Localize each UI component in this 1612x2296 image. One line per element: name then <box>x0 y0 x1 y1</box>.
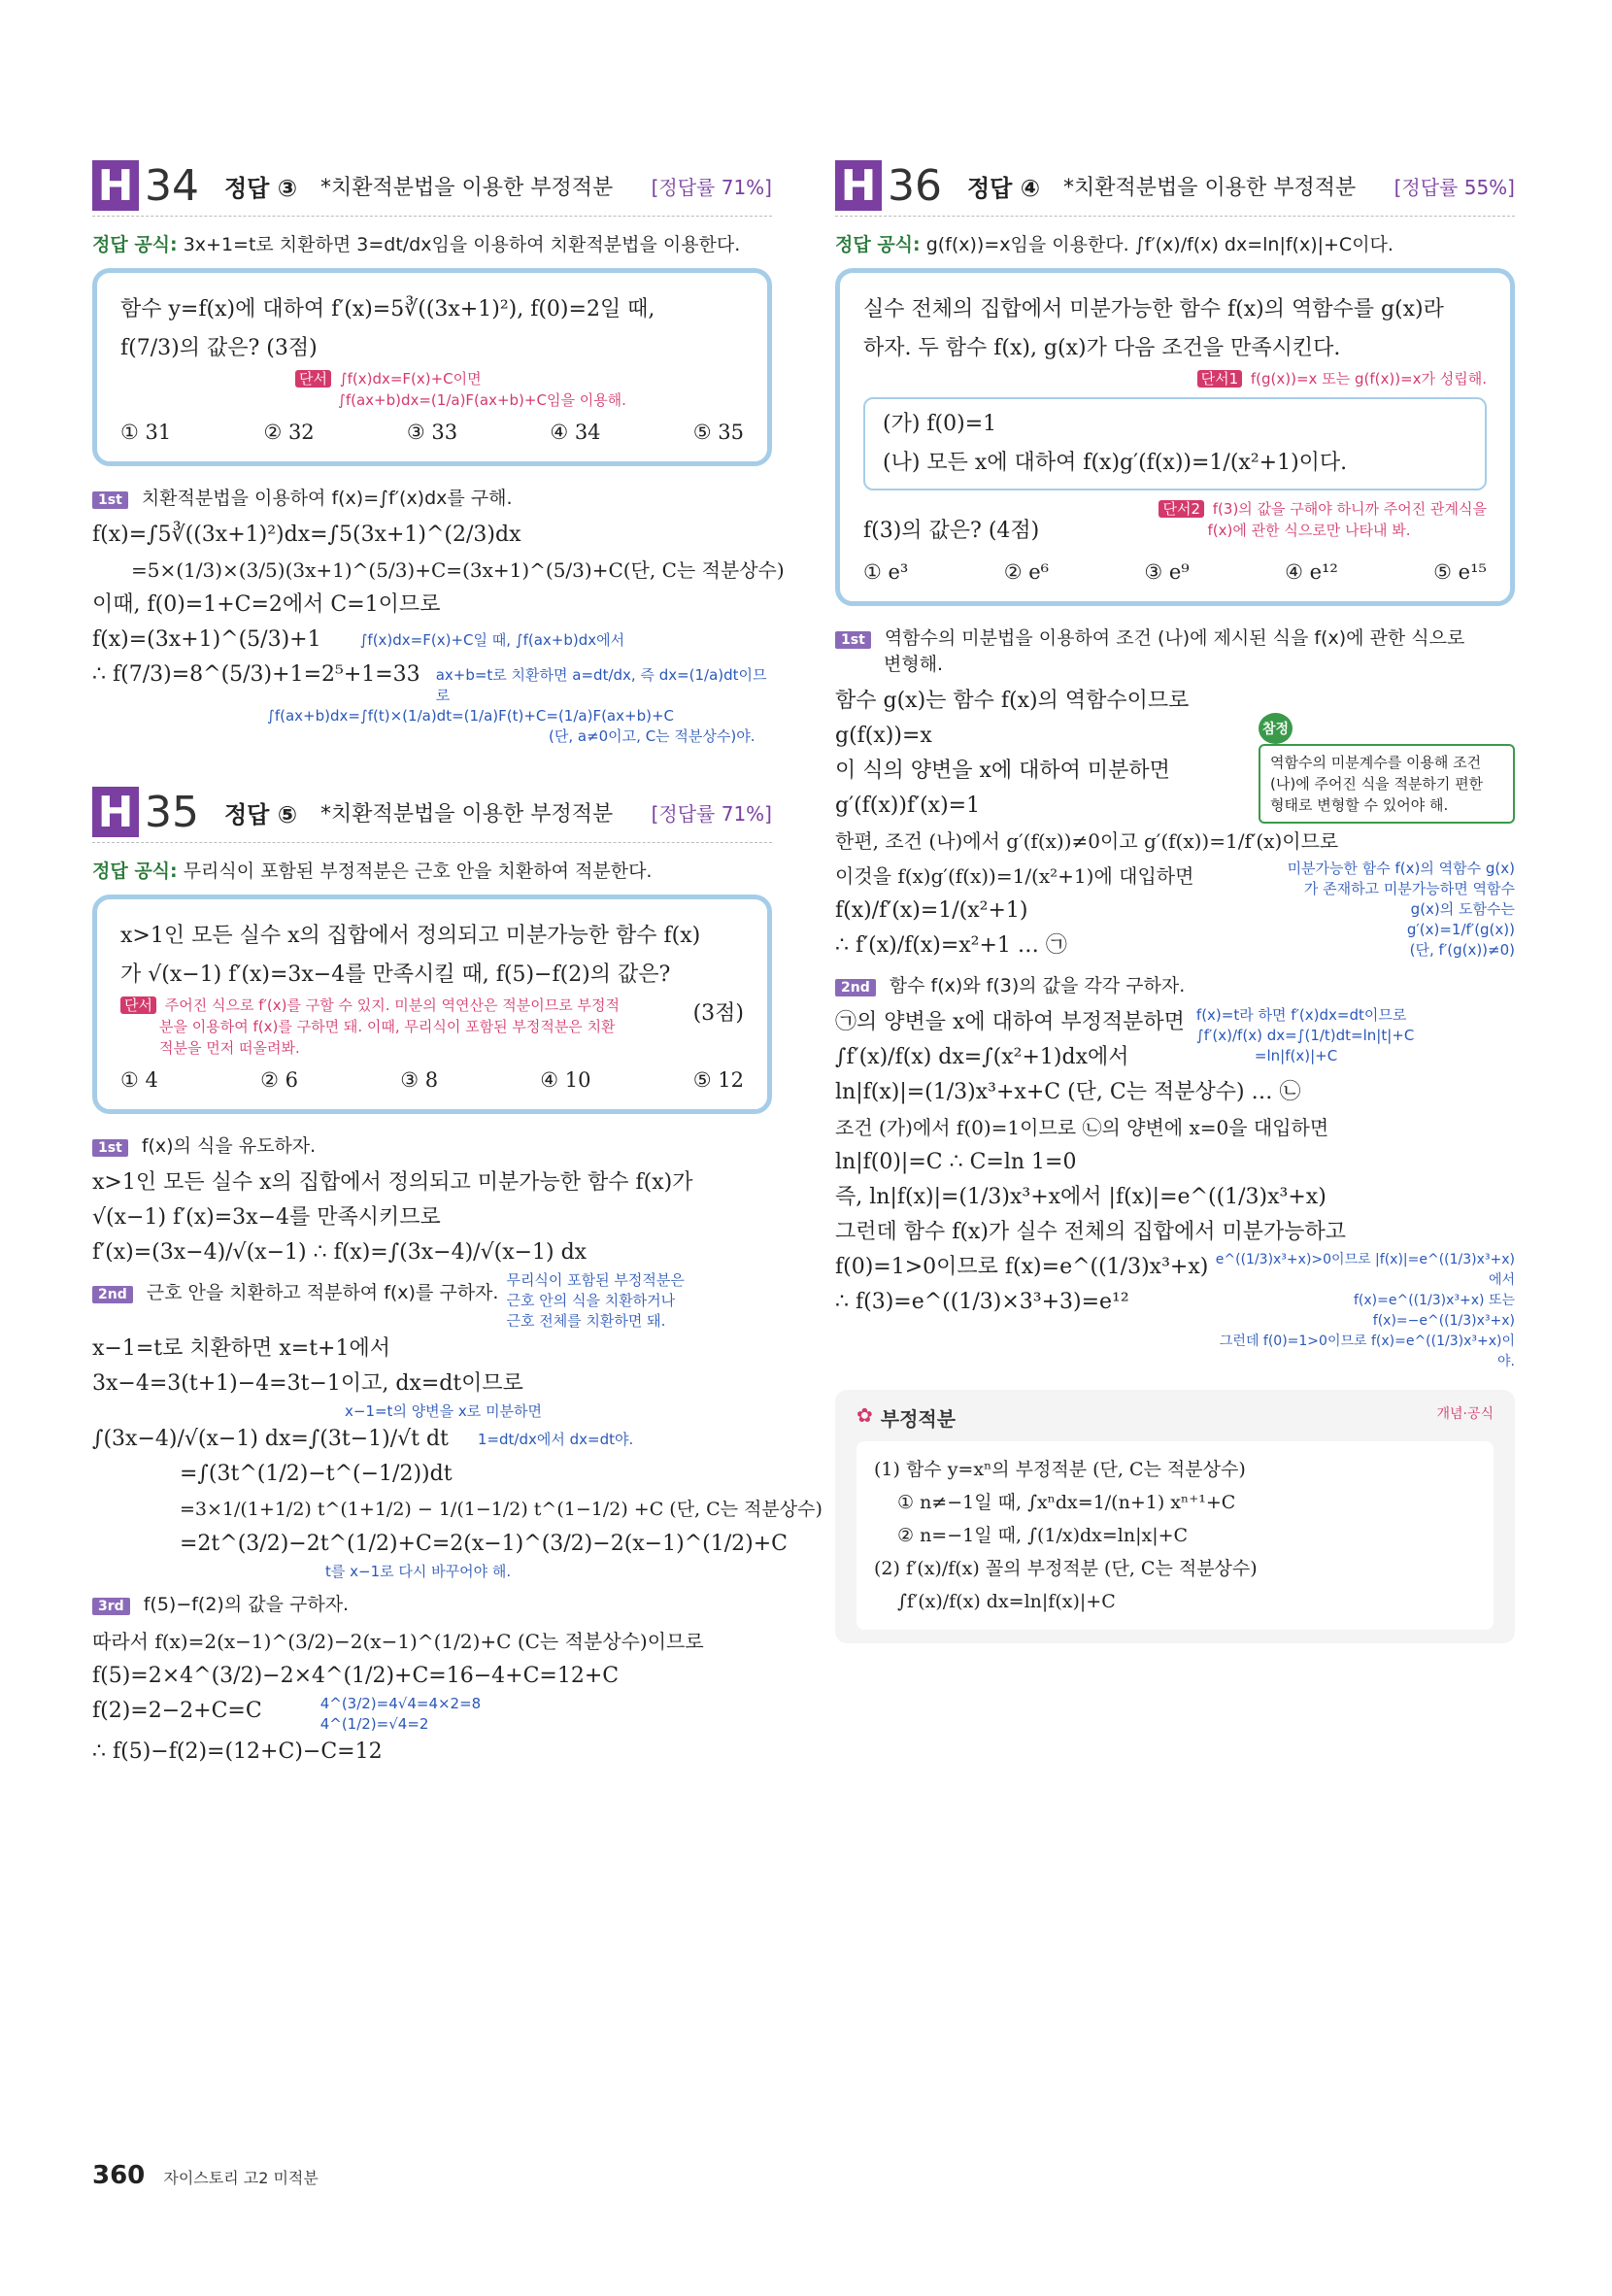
solution-line: f(x)=(3x+1)^(5/3)+1 <box>92 627 321 652</box>
condition-a: (가) f(0)=1 <box>883 412 997 436</box>
concept-line: (1) 함수 y=xⁿ의 부정적분 (단, C는 적분상수) <box>874 1459 1246 1480</box>
solution-row <box>835 1005 1515 1075</box>
side-note: (단, a≠0이고, C는 적분상수)야. <box>549 727 756 745</box>
step-text: 치환적분법을 이용하여 f(x)=∫f′(x)dx를 구해. <box>141 488 513 509</box>
choice-1[interactable]: ① e³ <box>863 560 909 584</box>
solution-line: ∴ f(5)−f(2)=(12+C)−C=12 <box>92 1739 383 1764</box>
hint <box>295 368 744 389</box>
concept-title: 부정적분 <box>880 1407 957 1431</box>
hint-tag: 단서2 <box>1159 500 1204 518</box>
side-note: 무리식이 포함된 부정적분은 <box>506 1271 685 1289</box>
concept-tag: 개념·공식 <box>1436 1406 1494 1422</box>
tip-text: 형태로 변형할 수 있어야 해. <box>1270 796 1449 814</box>
solution-row <box>92 658 772 706</box>
hint <box>863 368 1487 389</box>
answer-label: 정답 ⑤ <box>224 800 298 828</box>
choice-1[interactable]: ① 31 <box>120 421 172 444</box>
concept-line: (2) f′(x)/f(x) 꼴의 부정적분 (단, C는 적분상수) <box>874 1558 1258 1579</box>
step-tag: 1st <box>92 1139 128 1157</box>
tip-box <box>1259 744 1515 824</box>
answer-label: 정답 ③ <box>224 174 298 202</box>
flower-icon: ✿ <box>856 1403 873 1427</box>
page-number: 360 <box>92 2161 146 2190</box>
tip-text: 역함수의 미분계수를 이용해 조건 <box>1270 754 1482 771</box>
choice-3-correct[interactable]: ③ 33 <box>406 421 458 444</box>
side-note: 미분가능한 함수 f(x)의 역함수 g(x) <box>1287 860 1515 877</box>
solution-line: f(2)=2−2+C=C <box>92 1699 262 1723</box>
solution-line: 따라서 f(x)=2(x−1)^(3/2)−2(x−1)^(1/2)+C (C는 적분상수)이므로 <box>92 1630 704 1653</box>
choice-2[interactable]: ② e⁶ <box>1003 560 1050 584</box>
side-note: x−1=t의 양변을 x로 미분하면 <box>345 1402 543 1420</box>
step-1st <box>835 624 1515 676</box>
side-note: 그런데 f(0)=1>0이므로 f(x)=e^((1/3)x³+x)이야. <box>1219 1334 1515 1369</box>
solution-line: √(x−1) f′(x)=3x−4를 만족시키므로 <box>92 1205 441 1230</box>
hint-text: f(g(x))=x 또는 g(f(x))=x가 성립해. <box>1250 370 1487 388</box>
choice-2[interactable]: ② 32 <box>263 421 315 444</box>
solution-line: 한편, 조건 (나)에서 g′(f(x))≠0이고 g′(f(x))=1/f′(x)이므로 <box>835 829 1339 853</box>
step-text: 역함수의 미분법을 이용하여 조건 (나)에 제시된 식을 f(x)에 관한 식으로 <box>884 627 1465 649</box>
side-note: 근호 안의 식을 치환하거나 <box>506 1292 676 1309</box>
problem-number: 35 <box>145 787 199 837</box>
accuracy-rate: [정답률 55%] <box>1394 175 1515 199</box>
solution-line: 이때, f(0)=1+C=2에서 C=1이므로 <box>92 592 441 617</box>
step-tag: 2nd <box>835 979 876 996</box>
hint-text: 주어진 식으로 f′(x)를 구할 수 있지. 미분의 역연산은 적분이므로 부정적 <box>164 996 620 1014</box>
answer-formula <box>835 230 1515 256</box>
topic-label: *치환적분법을 이용한 부정적분 <box>1063 175 1357 200</box>
side-note: (단, f′(g(x))≠0) <box>1409 941 1515 959</box>
left-column <box>92 155 823 1770</box>
concept-box <box>835 1390 1515 1643</box>
solution-line: f(x)/f′(x)=1/(x²+1) <box>835 898 1028 923</box>
choice-4[interactable]: ④ 10 <box>540 1068 591 1092</box>
hint-tag: 단서1 <box>1197 370 1243 388</box>
side-note: 4^(1/2)=√4=2 <box>319 1715 429 1733</box>
answer-label: 정답 ④ <box>967 174 1041 202</box>
solution-line: 3x−4=3(t+1)−4=3t−1이고, dx=dt이므로 <box>92 1371 523 1396</box>
choice-3[interactable]: ③ e⁹ <box>1144 560 1190 584</box>
h34-header <box>92 155 772 217</box>
solution-line: =5×(1/3)×(3/5)(3x+1)^(5/3)+C=(3x+1)^(5/3)+C(단, C는 적분상수) <box>131 558 785 582</box>
topic-label: *치환적분법을 이용한 부정적분 <box>320 801 614 827</box>
choice-5-correct[interactable]: ⑤ 12 <box>692 1068 744 1092</box>
hint-row <box>120 995 744 1059</box>
solution-row <box>835 684 1515 824</box>
choice-5[interactable]: ⑤ 35 <box>692 421 744 444</box>
hint-block <box>120 995 620 1059</box>
hint-text: f(3)의 값을 구해야 하니까 주어진 관계식을 <box>1212 500 1487 518</box>
concept-header <box>856 1403 1494 1432</box>
choice-2[interactable]: ② 6 <box>260 1068 298 1092</box>
problem-number: 36 <box>888 160 942 211</box>
solution-row <box>92 623 772 658</box>
formula-label: 정답 공식: <box>92 234 178 255</box>
choice-4[interactable]: ④ 34 <box>550 421 601 444</box>
solution-line: =∫(3t^(1/2)−t^(−1/2))dt <box>180 1462 453 1486</box>
solution-line: g′(f(x))f′(x)=1 <box>835 793 981 818</box>
answer-formula <box>92 230 772 256</box>
solution-line: ∴ f(3)=e^((1/3)×3³+3)=e¹² <box>835 1290 1129 1314</box>
solution-line: x−1=t로 치환하면 x=t+1에서 <box>92 1336 390 1361</box>
solution-block <box>835 684 1189 824</box>
solution-line: =3×1/(1+1/2) t^(1+1/2) − 1/(1−1/2) t^(1−1/2) +C (단, C는 적분상수) <box>180 1499 823 1520</box>
solution-line: 조건 (가)에서 f(0)=1이므로 ㉡의 양변에 x=0을 대입하면 <box>835 1116 1329 1139</box>
choice-4-correct[interactable]: ④ e¹² <box>1285 560 1338 584</box>
step-text: 함수 f(x)와 f(3)의 값을 각각 구하자. <box>889 975 1186 996</box>
book-title: 자이스토리 고2 미적분 <box>163 2169 319 2187</box>
step-text: f(x)의 식을 유도하자. <box>141 1135 317 1157</box>
score: (3점) <box>692 1001 744 1026</box>
step-1st <box>92 484 772 510</box>
side-note: ax+b=t로 치환하면 a=dt/dx, 즉 dx=(1/a)dt이므로 <box>435 666 767 704</box>
accuracy-rate: [정답률 71%] <box>651 175 772 199</box>
hint-text: ∫f(ax+b)dx=(1/a)F(ax+b)+C임을 이용해. <box>338 391 626 409</box>
tip-text: (나)에 주어진 식을 적분하기 편한 <box>1270 775 1484 793</box>
side-note: 근호 전체를 치환하면 돼. <box>506 1312 666 1330</box>
note-block <box>320 1694 482 1735</box>
step-tag: 2nd <box>92 1286 133 1303</box>
solution-line: x>1인 모든 실수 x의 집합에서 정의되고 미분가능한 함수 f(x)가 <box>92 1170 693 1195</box>
solution-line: ln|f(x)|=(1/3)x³+x+C (단, C는 적분상수) … ㉡ <box>835 1080 1301 1104</box>
solution-line: ∴ f(7/3)=8^(5/3)+1=2⁵+1=33 <box>92 662 420 687</box>
side-note: 1=dt/dx에서 dx=dt야. <box>477 1431 634 1448</box>
choices <box>120 421 744 444</box>
solution-line: 함수 g(x)는 함수 f(x)의 역함수이므로 <box>835 689 1190 713</box>
right-column <box>835 155 1515 1643</box>
step-tag: 1st <box>92 491 128 509</box>
solution-line: ∫(3x−4)/√(x−1) dx=∫(3t−1)/√t dt <box>92 1427 449 1451</box>
condition-b: (나) 모든 x에 대하여 f(x)g′(f(x))=1/(x²+1)이다. <box>883 451 1348 475</box>
side-note: ∫f(x)dx=F(x)+C일 때, ∫f(ax+b)dx에서 <box>359 631 625 649</box>
choice-3[interactable]: ③ 8 <box>400 1068 439 1092</box>
concept-line: ① n≠−1일 때, ∫xⁿdx=1/(n+1) xⁿ⁺¹+C <box>897 1492 1236 1513</box>
side-note: f(x)=t라 하면 f′(x)dx=dt이므로 <box>1195 1006 1407 1024</box>
side-note: g′(x)=1/f′(g(x)) <box>1406 921 1515 938</box>
formula-text: 무리식이 포함된 부정적분은 근호 안을 치환하여 적분한다. <box>183 861 653 882</box>
formula-text: 3x+1=t로 치환하면 3=dt/dx임을 이용하여 치환적분법을 이용한다. <box>183 234 741 255</box>
hint-text: ∫f(x)dx=F(x)+C이면 <box>339 370 482 388</box>
solution-row <box>92 1422 772 1457</box>
h-badge: H <box>92 160 139 211</box>
note-block <box>1288 859 1515 963</box>
solution-line: 이것을 f(x)g′(f(x))=1/(x²+1)에 대입하면 <box>835 864 1194 888</box>
solution-block <box>835 1250 1208 1372</box>
step-3rd <box>92 1590 772 1616</box>
hint <box>120 995 620 1016</box>
page-footer <box>92 2161 319 2190</box>
solution-line: f(5)=2×4^(3/2)−2×4^(1/2)+C=16−4+C=12+C <box>92 1664 620 1688</box>
condition-box <box>863 397 1487 490</box>
problem-line: 가 √(x−1) f′(x)=3x−4를 만족시킬 때, f(5)−f(2)의 값은? <box>120 962 671 987</box>
problem-line: f(7/3)의 값은? (3점) <box>120 336 318 360</box>
hint-text: f(x)에 관한 식으로만 나타내 봐. <box>1207 522 1411 539</box>
side-note: e^((1/3)x³+x)>0이므로 |f(x)|=e^((1/3)x³+x)에서 <box>1215 1252 1515 1288</box>
choice-1[interactable]: ① 4 <box>120 1068 158 1092</box>
side-note: f(x)=e^((1/3)x³+x) 또는 f(x)=−e^((1/3)x³+x) <box>1353 1293 1515 1329</box>
note-block <box>1208 1250 1515 1372</box>
problem-line: 하자. 두 함수 f(x), g(x)가 다음 조건을 만족시킨다. <box>863 336 1341 360</box>
solution-row <box>92 1694 772 1735</box>
h-badge: H <box>92 787 139 837</box>
step-text: 근호 안을 치환하고 적분하여 f(x)를 구하자. <box>146 1282 499 1303</box>
solution-row <box>835 859 1515 963</box>
solution-block <box>835 859 1193 963</box>
hint-tag: 단서 <box>295 370 331 388</box>
h-badge: H <box>835 160 882 211</box>
problem-line: 함수 y=f(x)에 대하여 f′(x)=5∛((3x+1)²), f(0)=2일 때, <box>120 297 655 321</box>
concept-line: ∫f′(x)/f(x) dx=ln|f(x)|+C <box>897 1591 1116 1612</box>
step-1st <box>92 1131 772 1158</box>
hint-tag: 단서 <box>120 996 156 1014</box>
problem-box <box>92 895 772 1114</box>
topic-label: *치환적분법을 이용한 부정적분 <box>320 175 614 200</box>
solution-line: 이 식의 양변을 x에 대하여 미분하면 <box>835 759 1170 783</box>
side-note: ∫f(ax+b)dx=∫f(t)×(1/a)dt=(1/a)F(t)+C=(1/a)F(ax+b)+C <box>267 707 674 725</box>
solution-line: g(f(x))=x <box>835 724 932 748</box>
step-tag: 1st <box>835 631 871 649</box>
problem-box <box>92 268 772 466</box>
step-2nd <box>92 1278 498 1324</box>
step-text: 변형해. <box>884 654 944 675</box>
problem-box <box>835 268 1515 606</box>
solution-line: 즉, ln|f(x)|=(1/3)x³+x에서 |f(x)|=e^((1/3)x³+x) <box>835 1185 1327 1209</box>
tip-badge: 참정 <box>1259 713 1293 744</box>
hint-text: 분을 이용하여 f(x)를 구하면 돼. 이때, 무리식이 포함된 부정적분은 치환 <box>159 1018 616 1035</box>
tip-block <box>1259 713 1515 824</box>
problem-line: 실수 전체의 집합에서 미분가능한 함수 f(x)의 역함수를 g(x)라 <box>863 297 1444 321</box>
h35-header <box>92 782 772 843</box>
solution-line: f(x)=∫5∛((3x+1)²)dx=∫5(3x+1)^(2/3)dx <box>92 523 521 547</box>
solution-line: f(0)=1>0이므로 f(x)=e^((1/3)x³+x) <box>835 1255 1209 1279</box>
side-note: ∫f′(x)/f(x) dx=∫(1/t)dt=ln|t|+C <box>1195 1027 1415 1044</box>
hint-block <box>1159 498 1487 541</box>
h36-header <box>835 155 1515 217</box>
question-row <box>863 498 1487 551</box>
side-note: =ln|f(x)|+C <box>1254 1047 1338 1064</box>
formula-label: 정답 공식: <box>835 234 921 255</box>
choices <box>863 560 1487 584</box>
hint <box>1159 498 1487 520</box>
side-note: g(x)의 도함수는 <box>1410 900 1515 918</box>
solution-row <box>835 1250 1515 1372</box>
solution-line: =2t^(3/2)−2t^(1/2)+C=2(x−1)^(3/2)−2(x−1)^(1/2)+C <box>180 1532 788 1556</box>
step2-row <box>92 1270 772 1332</box>
solution-block <box>835 1005 1185 1075</box>
concept-content <box>856 1441 1494 1630</box>
choice-5[interactable]: ⑤ e¹⁵ <box>1433 560 1487 584</box>
solution-line: ㉠의 양변을 x에 대하여 부정적분하면 <box>835 1010 1185 1034</box>
note-block <box>1196 1005 1414 1075</box>
side-note: 가 존재하고 미분가능하면 역함수 <box>1303 880 1515 897</box>
choices <box>120 1068 744 1092</box>
solution-line: f′(x)=(3x−4)/√(x−1) ∴ f(x)=∫(3x−4)/√(x−1) dx <box>92 1240 588 1265</box>
step-text: f(5)−f(2)의 값을 구하자. <box>143 1594 350 1615</box>
problem-number: 34 <box>145 160 199 211</box>
problem-line: x>1인 모든 실수 x의 집합에서 정의되고 미분가능한 함수 f(x) <box>120 924 701 948</box>
side-note: t를 x−1로 다시 바꾸어야 해. <box>325 1563 512 1580</box>
answer-formula <box>92 857 772 883</box>
step-tag: 3rd <box>92 1598 130 1615</box>
step-2nd <box>835 971 1515 997</box>
formula-text: g(f(x))=x임을 이용한다. ∫f′(x)/f(x) dx=ln|f(x)|+C이다. <box>925 234 1394 255</box>
concept-line: ② n=−1일 때, ∫(1/x)dx=ln|x|+C <box>897 1525 1189 1546</box>
solution-line: 그런데 함수 f(x)가 실수 전체의 집합에서 미분가능하고 <box>835 1220 1346 1244</box>
solution-line: ∫f′(x)/f(x) dx=∫(x²+1)dx에서 <box>835 1045 1129 1069</box>
hint-text: 적분을 먼저 떠올려봐. <box>159 1039 300 1057</box>
note-block <box>506 1270 684 1332</box>
side-note: 4^(3/2)=4√4=4×2=8 <box>319 1695 482 1712</box>
solution-line: ∴ f′(x)/f(x)=x²+1 … ㉠ <box>835 933 1067 958</box>
formula-label: 정답 공식: <box>92 861 178 882</box>
accuracy-rate: [정답률 71%] <box>651 801 772 826</box>
question: f(3)의 값은? (4점) <box>863 519 1040 543</box>
solution-line: ln|f(0)|=C ∴ C=ln 1=0 <box>835 1150 1077 1174</box>
